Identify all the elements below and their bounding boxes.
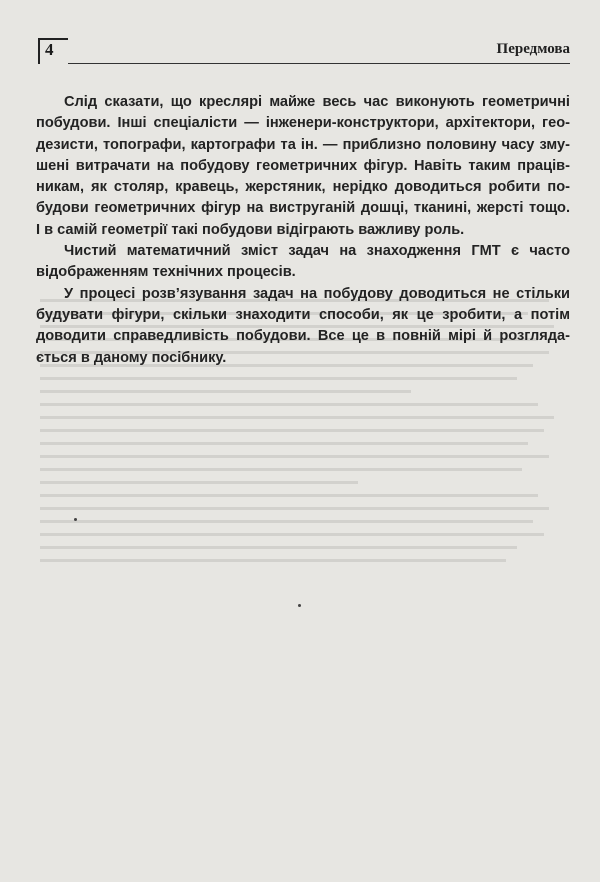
text-line: У процесі розв’язування задач на побудову доводиться не стільки — [64, 285, 570, 302]
text-line: будови геометричних фігур на виструганій дошці, тканині, жерсті тощо. — [36, 200, 570, 217]
paragraph-2 — [36, 241, 570, 284]
text-line: відображенням технічних процесів. — [36, 264, 296, 281]
text-line: ється в даному посібнику. — [36, 349, 227, 366]
text-line: будувати фігури, скільки знаходити способи, як це зробити, а потім — [36, 306, 570, 323]
text-line: шені витрачати на побудову геометричних фігур. Навіть таким праців- — [36, 157, 570, 174]
body-text — [36, 92, 570, 369]
header-rule — [68, 63, 570, 64]
text-line: І в самій геометрії такі побудови відіграють важливу роль. — [36, 221, 465, 238]
text-line: доводити справедливість побудови. Все це в повній мірі й розгляда- — [36, 328, 570, 345]
paragraph-3 — [36, 284, 570, 369]
running-title: Передмова — [496, 41, 570, 57]
print-speck — [298, 604, 301, 607]
page-header — [38, 38, 570, 64]
text-line: никам, як столяр, кравець, жерстяник, нерідко доводиться робити по- — [36, 179, 570, 196]
text-line: дезисти, топографи, картографи та ін. — приблизно половину часу зму- — [36, 136, 570, 153]
page-number: 4 — [45, 40, 54, 59]
text-line: Чистий математичний зміст задач на знаходження ГМТ є часто — [64, 243, 570, 260]
text-line: Слід сказати, що креслярі майже весь час виконують геометричні — [64, 94, 570, 110]
paragraph-1 — [36, 92, 570, 241]
text-line: побудови. Інші спеціалісти — інженери-конструктори, архітектори, гео- — [36, 115, 570, 132]
print-speck — [74, 518, 77, 521]
